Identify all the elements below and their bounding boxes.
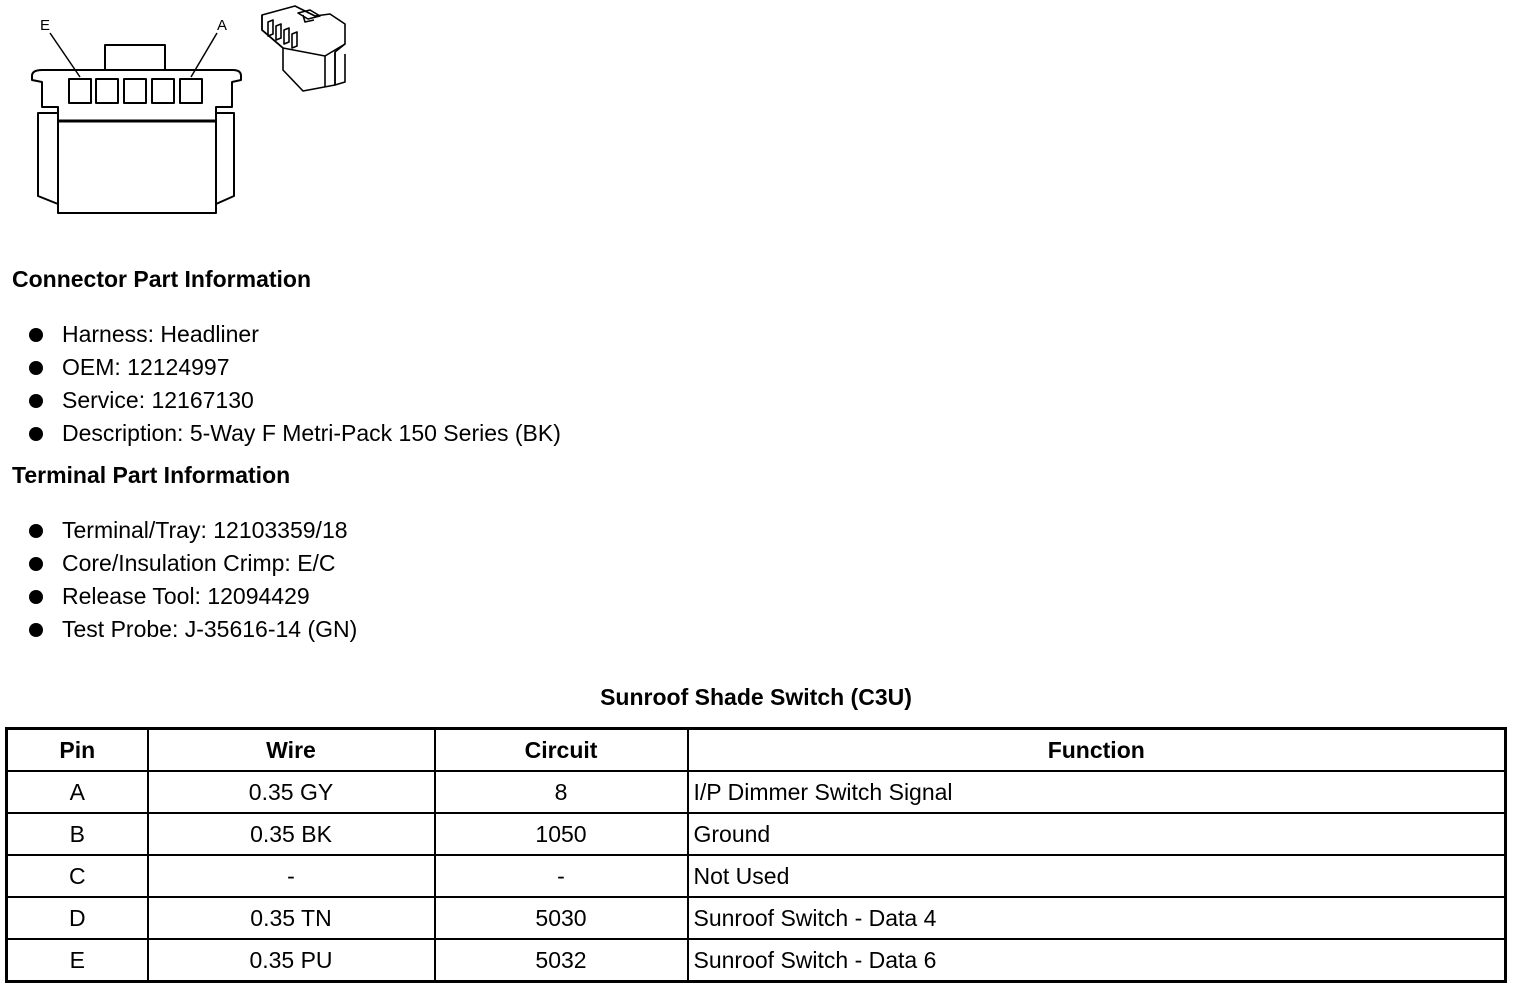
table-row bbox=[7, 813, 1506, 855]
table-row bbox=[7, 771, 1506, 813]
header-circuit: Circuit bbox=[435, 729, 688, 772]
cell-pin: D bbox=[7, 897, 148, 939]
cell-pin: C bbox=[7, 855, 148, 897]
table-row bbox=[7, 897, 1506, 939]
list-item: Test Probe: J-35616-14 (GN) bbox=[28, 613, 357, 646]
list-item: Harness: Headliner bbox=[28, 318, 561, 351]
pin-table bbox=[5, 727, 1507, 983]
table-row bbox=[7, 939, 1506, 982]
cell-wire: 0.35 PU bbox=[148, 939, 435, 982]
cell-circuit: 1050 bbox=[435, 813, 688, 855]
connector-isometric-view bbox=[262, 6, 345, 91]
connector-part-info-list bbox=[28, 318, 561, 450]
list-item: Release Tool: 12094429 bbox=[28, 580, 357, 613]
label-a: A bbox=[217, 17, 228, 34]
connector-face-view bbox=[32, 33, 241, 213]
cell-function: Sunroof Switch - Data 4 bbox=[688, 897, 1506, 939]
terminal-part-info-heading: Terminal Part Information bbox=[12, 462, 291, 488]
header-wire: Wire bbox=[148, 729, 435, 772]
table-header-row bbox=[7, 729, 1506, 772]
cell-wire: 0.35 GY bbox=[148, 771, 435, 813]
cell-circuit: 5032 bbox=[435, 939, 688, 982]
label-e: E bbox=[40, 17, 51, 34]
list-item: Description: 5-Way F Metri-Pack 150 Series (BK) bbox=[28, 417, 561, 450]
connector-diagram bbox=[0, 0, 380, 225]
cell-wire: 0.35 BK bbox=[148, 813, 435, 855]
terminal-part-info-list bbox=[28, 514, 357, 646]
list-item: Core/Insulation Crimp: E/C bbox=[28, 547, 357, 580]
cell-function: Sunroof Switch - Data 6 bbox=[688, 939, 1506, 982]
cell-pin: A bbox=[7, 771, 148, 813]
cell-circuit: 8 bbox=[435, 771, 688, 813]
cell-function: Not Used bbox=[688, 855, 1506, 897]
list-item: OEM: 12124997 bbox=[28, 351, 561, 384]
header-function: Function bbox=[688, 729, 1506, 772]
cell-circuit: - bbox=[435, 855, 688, 897]
cell-pin: B bbox=[7, 813, 148, 855]
cell-pin: E bbox=[7, 939, 148, 982]
list-item: Terminal/Tray: 12103359/18 bbox=[28, 514, 357, 547]
cell-circuit: 5030 bbox=[435, 897, 688, 939]
cell-wire: - bbox=[148, 855, 435, 897]
header-pin: Pin bbox=[7, 729, 148, 772]
cell-function: I/P Dimmer Switch Signal bbox=[688, 771, 1506, 813]
list-item: Service: 12167130 bbox=[28, 384, 561, 417]
cell-function: Ground bbox=[688, 813, 1506, 855]
connector-part-info-heading: Connector Part Information bbox=[12, 266, 312, 292]
pin-table-title: Sunroof Shade Switch (C3U) bbox=[600, 684, 912, 710]
table-row bbox=[7, 855, 1506, 897]
cell-wire: 0.35 TN bbox=[148, 897, 435, 939]
